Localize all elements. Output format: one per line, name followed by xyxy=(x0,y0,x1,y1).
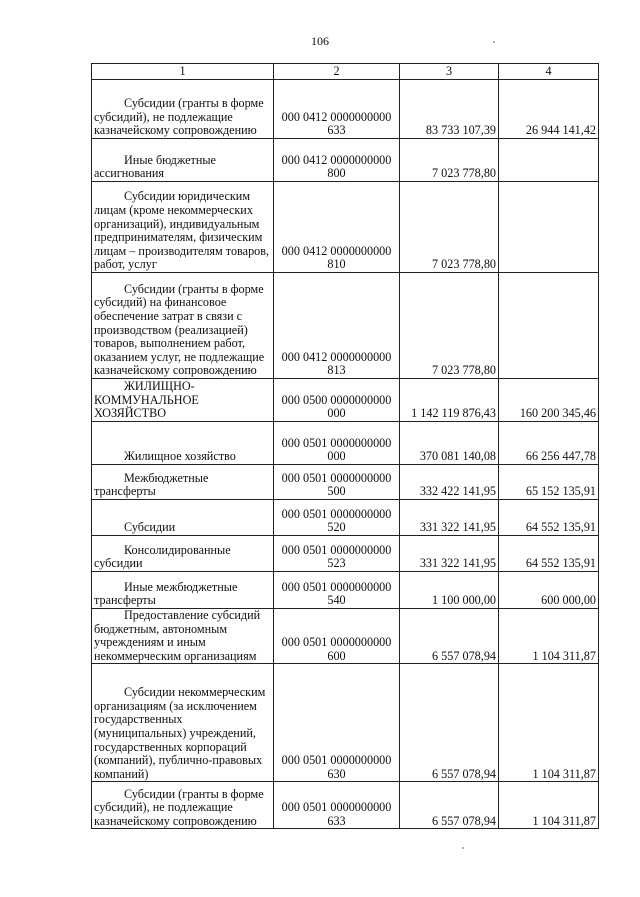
row-code-main: 000 0500 0000000000 xyxy=(281,392,392,407)
row-code-main: 000 0501 0000000000 xyxy=(281,506,392,521)
row-value-col4: 64 552 135,91 xyxy=(499,500,599,536)
row-value-col4: 26 944 141,42 xyxy=(499,80,599,139)
row-code-cell xyxy=(274,609,400,664)
row-name: Жилищное хозяйство xyxy=(124,449,236,464)
row-name: Субсидии (гранты в форме субсидий), не подлежащие казначейскому сопровождению xyxy=(94,786,264,828)
row-code-main: 000 0412 0000000000 xyxy=(281,349,392,364)
table-row xyxy=(92,664,599,782)
row-code-main: 000 0501 0000000000 xyxy=(281,753,392,768)
table-row xyxy=(92,536,599,572)
row-code-type: 000 xyxy=(327,449,346,464)
row-code-type: 500 xyxy=(327,484,346,499)
row-value-col4 xyxy=(499,273,599,379)
table-row xyxy=(92,379,599,422)
budget-table xyxy=(91,63,599,829)
row-name: ЖИЛИЩНО-КОММУНАЛЬНОЕ ХОЗЯЙСТВО xyxy=(94,379,199,421)
row-code-cell xyxy=(274,536,400,572)
row-name-cell xyxy=(92,182,274,273)
row-code-main: 000 0501 0000000000 xyxy=(281,635,392,650)
row-code-type: 000 xyxy=(327,406,346,421)
row-code-cell xyxy=(274,422,400,465)
row-value-col3: 1 142 119 876,43 xyxy=(400,379,499,422)
header-col-2: 2 xyxy=(274,64,400,80)
row-code-cell xyxy=(274,500,400,536)
row-name-cell xyxy=(92,500,274,536)
row-code-main: 000 0501 0000000000 xyxy=(281,470,392,485)
table-row xyxy=(92,782,599,829)
row-name-cell xyxy=(92,139,274,182)
row-name-cell xyxy=(92,379,274,422)
row-code-cell xyxy=(274,273,400,379)
row-code-type: 600 xyxy=(327,648,346,663)
row-name-cell xyxy=(92,609,274,664)
row-name-cell xyxy=(92,422,274,465)
row-value-col3: 6 557 078,94 xyxy=(400,782,499,829)
row-value-col3: 332 422 141,95 xyxy=(400,465,499,500)
row-code-type: 523 xyxy=(327,556,346,571)
table-header-row xyxy=(92,64,599,80)
row-code-type: 633 xyxy=(327,123,346,138)
row-value-col4 xyxy=(499,182,599,273)
row-name-cell xyxy=(92,80,274,139)
row-code-type: 520 xyxy=(327,520,346,535)
row-name-cell xyxy=(92,273,274,379)
row-code-main: 000 0501 0000000000 xyxy=(281,579,392,594)
row-value-col4: 1 104 311,87 xyxy=(499,664,599,782)
header-col-3: 3 xyxy=(400,64,499,80)
row-value-col3: 7 023 778,80 xyxy=(400,182,499,273)
row-name: Субсидии (гранты в форме субсидий), не подлежащие казначейскому сопровождению xyxy=(94,96,264,138)
scan-speck xyxy=(493,41,495,43)
row-name: Межбюджетные трансферты xyxy=(94,470,209,499)
row-value-col3: 7 023 778,80 xyxy=(400,139,499,182)
row-code-type: 810 xyxy=(327,257,346,272)
scan-speck xyxy=(462,847,464,849)
row-name-cell xyxy=(92,664,274,782)
row-value-col4: 66 256 447,78 xyxy=(499,422,599,465)
table-row xyxy=(92,422,599,465)
header-col-4: 4 xyxy=(499,64,599,80)
table-row xyxy=(92,572,599,609)
row-code-main: 000 0412 0000000000 xyxy=(281,152,392,167)
table-row xyxy=(92,80,599,139)
row-name-cell xyxy=(92,572,274,609)
row-value-col3: 331 322 141,95 xyxy=(400,500,499,536)
row-code-cell xyxy=(274,379,400,422)
row-value-col4: 65 152 135,91 xyxy=(499,465,599,500)
row-value-col4: 1 104 311,87 xyxy=(499,609,599,664)
table-row xyxy=(92,139,599,182)
row-code-type: 800 xyxy=(327,166,346,181)
row-name-cell xyxy=(92,782,274,829)
row-name: Субсидии юридическим лицам (кроме некоммерческих организаций), индивидуальным предпринимателям, физическим лицам – производителям товаров, работ, услуг xyxy=(94,189,270,272)
row-code-cell xyxy=(274,782,400,829)
row-code-type: 630 xyxy=(327,766,346,781)
row-value-col3: 1 100 000,00 xyxy=(400,572,499,609)
row-code-main: 000 0501 0000000000 xyxy=(281,542,392,557)
row-name: Иные межбюджетные трансферты xyxy=(94,579,238,608)
row-code-type: 633 xyxy=(327,813,346,828)
row-name: Предоставление субсидий бюджетным, автономным учреждениям и иным некоммерческим организациям xyxy=(94,608,261,663)
row-code-type: 813 xyxy=(327,363,346,378)
row-value-col4: 160 200 345,46 xyxy=(499,379,599,422)
row-code-cell xyxy=(274,139,400,182)
table-row xyxy=(92,609,599,664)
row-value-col4: 64 552 135,91 xyxy=(499,536,599,572)
row-name: Иные бюджетные ассигнования xyxy=(94,152,216,181)
row-value-col4: 1 104 311,87 xyxy=(499,782,599,829)
table-row xyxy=(92,465,599,500)
row-name: Субсидии некоммерческим организациям (за исключением государственных (муниципальных) учреждений, государственных корпораций (компаний), публично-правовых компаний) xyxy=(94,685,266,781)
row-value-col4: 600 000,00 xyxy=(499,572,599,609)
table-row xyxy=(92,273,599,379)
row-name: Субсидии xyxy=(124,520,176,535)
row-code-cell xyxy=(274,572,400,609)
row-value-col4 xyxy=(499,139,599,182)
row-code-main: 000 0501 0000000000 xyxy=(281,435,392,450)
row-name-cell xyxy=(92,536,274,572)
row-name: Консолидированные субсидии xyxy=(94,542,231,571)
row-value-col3: 7 023 778,80 xyxy=(400,273,499,379)
row-value-col3: 6 557 078,94 xyxy=(400,609,499,664)
row-name-cell xyxy=(92,465,274,500)
row-code-main: 000 0412 0000000000 xyxy=(281,109,392,124)
row-code-cell xyxy=(274,664,400,782)
row-code-type: 540 xyxy=(327,593,346,608)
row-code-main: 000 0501 0000000000 xyxy=(281,800,392,815)
row-code-cell xyxy=(274,80,400,139)
row-value-col3: 83 733 107,39 xyxy=(400,80,499,139)
table-row xyxy=(92,182,599,273)
row-name: Субсидии (гранты в форме субсидий) на финансовое обеспечение затрат в связи с производством (реализацией) товаров, выполнением работ, оказанием услуг, не подлежащие казначейскому сопровождению xyxy=(94,281,265,378)
row-value-col3: 331 322 141,95 xyxy=(400,536,499,572)
row-code-cell xyxy=(274,182,400,273)
row-value-col3: 370 081 140,08 xyxy=(400,422,499,465)
row-code-main: 000 0412 0000000000 xyxy=(281,243,392,258)
row-code-cell xyxy=(274,465,400,500)
table-row xyxy=(92,500,599,536)
header-col-1: 1 xyxy=(92,64,274,80)
row-value-col3: 6 557 078,94 xyxy=(400,664,499,782)
page-number: 106 xyxy=(311,34,329,48)
